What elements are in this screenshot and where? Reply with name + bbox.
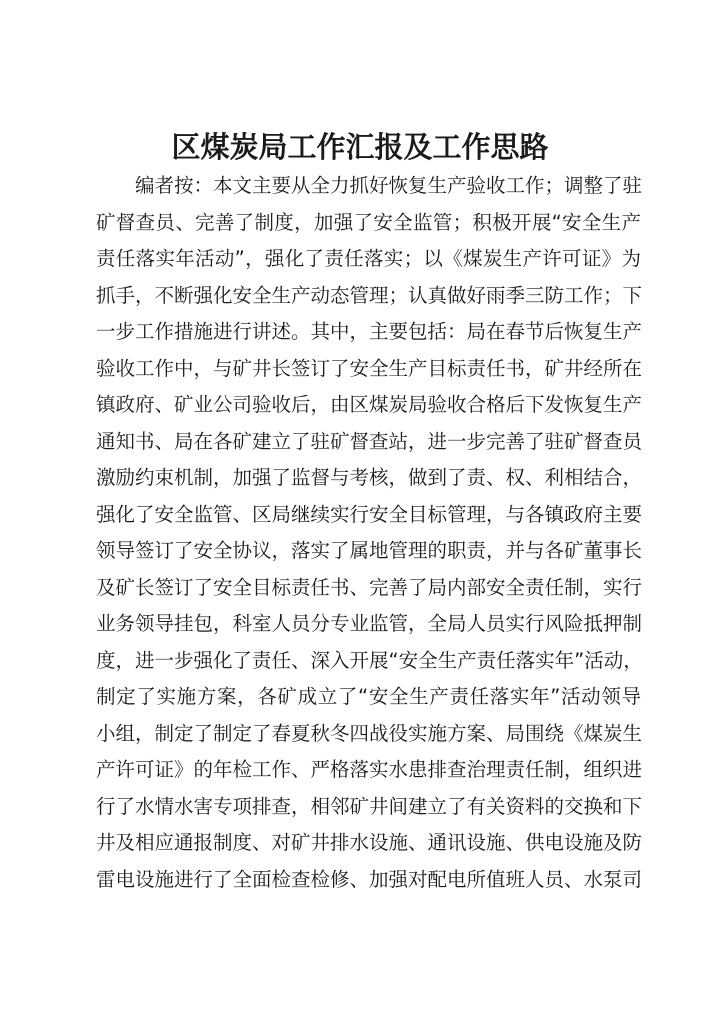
body-line: 激励约束机制，加强了监督与考核，做到了责、权、利相结合， [96, 466, 643, 489]
body-line: 抓手，不断强化安全生产动态管理；认真做好雨季三防工作；下 [96, 283, 643, 307]
body-line: 编者按：本文主要从全力抓好恢复生产验收工作；调整了驻 [135, 174, 643, 197]
body-line: 领导签订了安全协议，落实了属地管理的职责，并与各矿董事长 [96, 539, 643, 562]
body-line: 及矿长签订了安全目标责任书、完善了局内部安全责任制，实行 [96, 575, 643, 599]
body-line: 一步工作措施进行讲述。其中，主要包括：局在春节后恢复生产 [96, 320, 643, 343]
body-line: 制定了实施方案，各矿成立了“安全生产责任落实年”活动领导 [96, 685, 641, 708]
body-line: 矿督查员、完善了制度，加强了安全监管；积极开展“安全生产 [96, 210, 641, 234]
body-line: 行了水情水害专项排查，相邻矿井间建立了有关资料的交换和下 [96, 794, 643, 818]
body-line: 责任落实年活动”，强化了责任落实；以《煤炭生产许可证》为 [96, 247, 641, 270]
document-body [96, 168, 641, 898]
body-line: 雷电设施进行了全面检查检修、加强对配电所值班人员、水泵司 [96, 867, 643, 891]
body-line: 业务领导挂包，科室人员分专业监管，全局人员实行风险抵押制 [96, 612, 643, 635]
body-line: 通知书、局在各矿建立了驻矿督查站，进一步完善了驻矿督查员 [96, 429, 643, 453]
body-line: 强化了安全监管、区局继续实行安全目标管理，与各镇政府主要 [96, 502, 643, 526]
body-line: 度，进一步强化了责任、深入开展“安全生产责任落实年”活动， [96, 648, 643, 672]
body-line: 镇政府、矿业公司验收后，由区煤炭局验收合格后下发恢复生产 [96, 393, 643, 416]
body-line: 验收工作中，与矿井长签订了安全生产目标责任书，矿井经所在 [96, 356, 643, 380]
body-line: 井及相应通报制度、对矿井排水设施、通讯设施、供电设施及防 [96, 831, 643, 854]
body-line: 产许可证》的年检工作、严格落实水患排查治理责任制，组织进 [96, 758, 643, 781]
document-title: 区煤炭局工作汇报及工作思路 [171, 130, 549, 164]
body-line: 小组，制定了制定了春夏秋冬四战役实施方案、局围绕《煤炭生 [96, 721, 643, 745]
